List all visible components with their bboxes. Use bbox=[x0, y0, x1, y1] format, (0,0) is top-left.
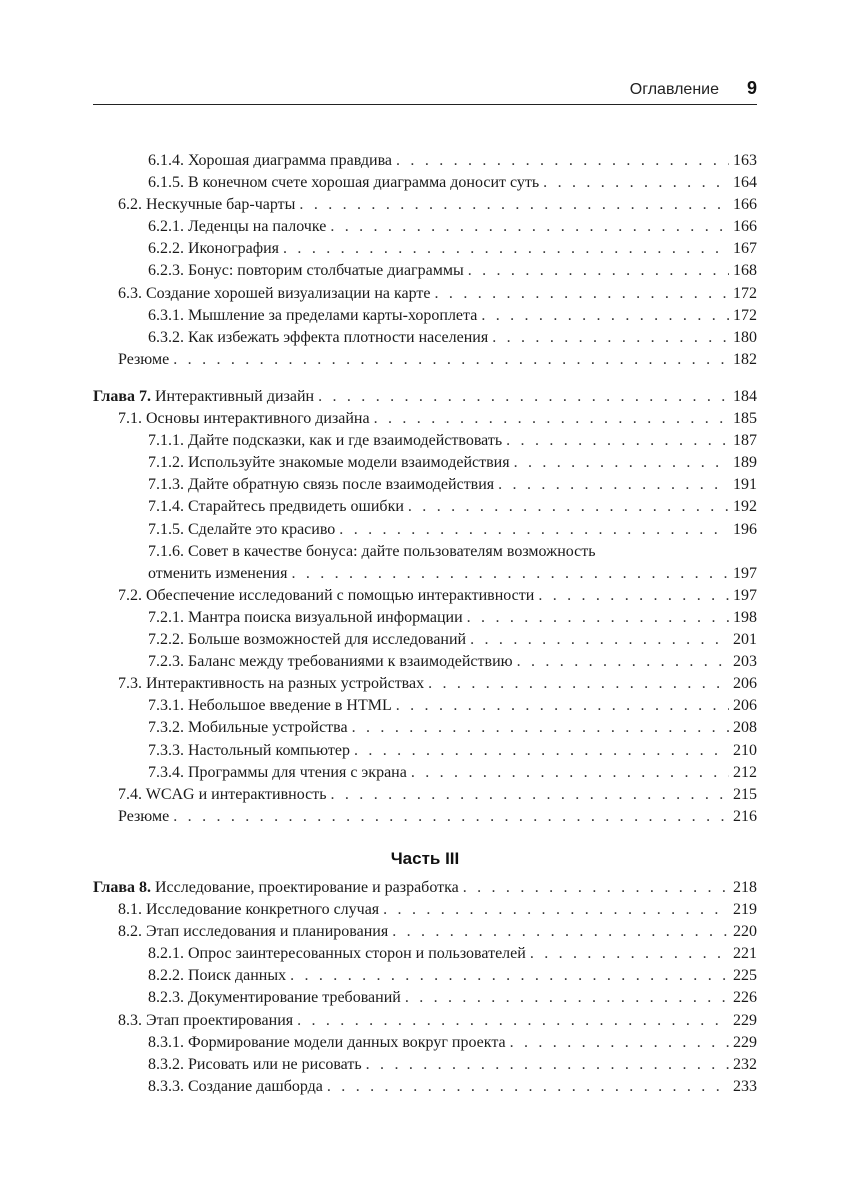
dot-leader bbox=[514, 452, 729, 474]
toc-page-number: 172 bbox=[733, 284, 757, 302]
toc-page-number: 185 bbox=[733, 410, 757, 428]
toc-entry[interactable] bbox=[93, 921, 757, 943]
toc-entry[interactable] bbox=[93, 349, 757, 371]
toc-page-number: 182 bbox=[733, 350, 757, 368]
dot-leader bbox=[538, 585, 729, 607]
toc-entry[interactable] bbox=[93, 965, 757, 987]
toc-entry[interactable] bbox=[93, 695, 757, 717]
toc-entry[interactable] bbox=[93, 408, 757, 430]
toc-entry[interactable] bbox=[93, 629, 757, 651]
dot-leader bbox=[405, 987, 729, 1009]
toc-entry-label: 7.1. Основы интерактивного дизайна bbox=[118, 410, 370, 428]
toc-entry-label: 6.2. Нескучные бар-чарты bbox=[118, 196, 296, 214]
toc-entry[interactable] bbox=[93, 651, 757, 673]
toc-page-number: 167 bbox=[733, 240, 757, 258]
toc-page-number: 197 bbox=[733, 586, 757, 604]
toc-page-number: 218 bbox=[733, 879, 757, 896]
part-title: Часть III bbox=[390, 849, 460, 868]
toc-entry[interactable] bbox=[93, 496, 757, 518]
toc-entry-label bbox=[93, 877, 459, 899]
toc-entry[interactable] bbox=[93, 899, 757, 921]
toc-page-number: 221 bbox=[733, 945, 757, 963]
toc-entry[interactable] bbox=[93, 1010, 757, 1032]
toc-entry[interactable] bbox=[93, 327, 757, 349]
toc-page-number: 219 bbox=[733, 901, 757, 919]
dot-leader bbox=[331, 784, 730, 806]
toc-entry[interactable] bbox=[93, 1032, 757, 1054]
toc-entry-label: 8.3.3. Создание дашборда bbox=[148, 1077, 323, 1095]
toc-entry-label: 7.3.4. Программы для чтения с экрана bbox=[148, 763, 407, 781]
toc-page-number: 166 bbox=[733, 218, 757, 236]
running-header bbox=[93, 78, 757, 105]
toc-entry[interactable] bbox=[93, 943, 757, 965]
toc-entry[interactable] bbox=[93, 563, 757, 585]
toc-entry[interactable] bbox=[93, 1076, 757, 1098]
toc-entry-label: 8.1. Исследование конкретного случая bbox=[118, 901, 380, 919]
page-number: 9 bbox=[746, 78, 757, 98]
toc-entry-label: 8.2.3. Документирование требований bbox=[148, 989, 401, 1007]
toc-entry-label: 6.1.5. В конечном счете хорошая диаграмма доносит суть bbox=[148, 174, 540, 192]
dot-leader bbox=[299, 194, 729, 216]
toc-page-number: 180 bbox=[733, 328, 757, 346]
dot-leader bbox=[339, 519, 729, 541]
toc-page-number: 215 bbox=[733, 785, 757, 803]
toc-entry-label: 6.3.1. Мышление за пределами карты-хороплета bbox=[148, 306, 478, 324]
toc-entry[interactable] bbox=[93, 806, 757, 828]
dot-leader bbox=[366, 1054, 729, 1076]
dot-leader bbox=[498, 474, 729, 496]
toc-entry[interactable] bbox=[93, 172, 757, 194]
toc-page-number: 212 bbox=[733, 763, 757, 781]
toc-entry-label: 6.3. Создание хорошей визуализации на карте bbox=[118, 284, 431, 302]
dot-leader bbox=[411, 762, 729, 784]
dot-leader bbox=[396, 150, 729, 172]
dot-leader bbox=[396, 695, 729, 717]
dot-leader bbox=[463, 877, 729, 899]
toc-entry-label: 7.2.2. Больше возможностей для исследований bbox=[148, 631, 467, 649]
toc-page-number: 187 bbox=[733, 432, 757, 450]
dot-leader bbox=[517, 651, 729, 673]
toc-page-number: 184 bbox=[733, 388, 757, 405]
toc-entry[interactable] bbox=[93, 1054, 757, 1076]
dot-leader bbox=[408, 496, 729, 518]
toc-entry[interactable] bbox=[93, 607, 757, 629]
toc-entry[interactable] bbox=[93, 987, 757, 1009]
toc-section-chapter-8 bbox=[93, 877, 757, 1098]
toc-entry[interactable] bbox=[93, 474, 757, 496]
toc-entry-label: 7.4. WCAG и интерактивность bbox=[118, 785, 327, 803]
toc-entry[interactable] bbox=[93, 283, 757, 305]
toc-entry[interactable] bbox=[93, 150, 757, 172]
toc-page-number: 203 bbox=[733, 653, 757, 671]
dot-leader bbox=[173, 806, 729, 828]
toc-entry-label: 8.2.2. Поиск данных bbox=[148, 967, 287, 985]
chapter-title: Исследование, проектирование и разработка bbox=[155, 879, 459, 896]
dot-leader bbox=[327, 1076, 729, 1098]
dot-leader bbox=[481, 305, 729, 327]
toc-page-number: 189 bbox=[733, 454, 757, 472]
toc-page-number: 229 bbox=[733, 1033, 757, 1051]
toc-page-number: 198 bbox=[733, 608, 757, 626]
toc-page-number: 220 bbox=[733, 923, 757, 941]
toc-page-number: 192 bbox=[733, 498, 757, 516]
toc-entry-label: 7.1.3. Дайте обратную связь после взаимодействия bbox=[148, 476, 495, 494]
toc-page-number: 164 bbox=[733, 174, 757, 192]
toc-entry[interactable] bbox=[93, 740, 757, 762]
toc-entry[interactable] bbox=[93, 386, 757, 408]
toc-entry-label: отменить изменения bbox=[148, 564, 288, 582]
toc-entry-label: Резюме bbox=[118, 807, 170, 825]
toc-entry-label: 7.1.2. Используйте знакомые модели взаимодействия bbox=[148, 454, 510, 472]
dot-leader bbox=[435, 283, 729, 305]
toc-entry-label: 6.2.3. Бонус: повторим столбчатые диаграммы bbox=[148, 262, 464, 280]
toc-page-number: 225 bbox=[733, 967, 757, 985]
toc-entry-label: 6.3.2. Как избежать эффекта плотности населения bbox=[148, 328, 489, 346]
toc-entry-label: 7.3.1. Небольшое введение в HTML bbox=[148, 697, 392, 715]
dot-leader bbox=[467, 607, 729, 629]
toc-page-number: 166 bbox=[733, 196, 757, 214]
toc-page-number: 197 bbox=[733, 564, 757, 582]
toc-entry[interactable] bbox=[93, 260, 757, 282]
toc-page-number: 163 bbox=[733, 152, 757, 169]
toc-entry[interactable] bbox=[93, 452, 757, 474]
toc-section-chapter-7 bbox=[93, 386, 757, 828]
chapter-title: Интерактивный дизайн bbox=[155, 388, 315, 405]
toc-entry-label: 8.3.2. Рисовать или не рисовать bbox=[148, 1055, 362, 1073]
toc-entry-label: 7.2.1. Мантра поиска визуальной информации bbox=[148, 608, 463, 626]
toc-entry[interactable] bbox=[93, 717, 757, 739]
dot-leader bbox=[173, 349, 729, 371]
toc-page-number: 226 bbox=[733, 989, 757, 1007]
toc-entry-label: 7.3. Интерактивность на разных устройствах bbox=[118, 675, 425, 693]
toc-entry[interactable] bbox=[93, 877, 757, 899]
toc-entry-label bbox=[93, 386, 314, 408]
toc-entry-label: 8.3.1. Формирование модели данных вокруг проекта bbox=[148, 1033, 506, 1051]
toc-page-number: 191 bbox=[733, 476, 757, 494]
toc-entry[interactable] bbox=[93, 519, 757, 541]
dot-leader bbox=[352, 717, 729, 739]
toc-entry[interactable] bbox=[93, 238, 757, 260]
dot-leader bbox=[543, 172, 729, 194]
toc-entry[interactable] bbox=[93, 194, 757, 216]
dot-leader bbox=[318, 386, 729, 408]
toc-entry-label: Резюме bbox=[118, 350, 170, 368]
dot-leader bbox=[492, 327, 729, 349]
toc-entry-label: 8.3. Этап проектирования bbox=[118, 1011, 294, 1029]
dot-leader bbox=[330, 216, 729, 238]
dot-leader bbox=[354, 740, 729, 762]
dot-leader bbox=[506, 430, 729, 452]
toc-entry[interactable] bbox=[93, 305, 757, 327]
chapter-prefix: Глава 7. bbox=[93, 388, 151, 405]
toc-entry[interactable] bbox=[93, 784, 757, 806]
dot-leader bbox=[470, 629, 729, 651]
toc-entry[interactable] bbox=[93, 430, 757, 452]
toc-entry-label: 7.2. Обеспечение исследований с помощью интерактивности bbox=[118, 586, 535, 604]
dot-leader bbox=[297, 1010, 729, 1032]
toc-entry-label: 7.1.4. Старайтесь предвидеть ошибки bbox=[148, 498, 404, 516]
toc-page-number: 201 bbox=[733, 631, 757, 649]
toc-entry-label: 6.1.4. Хорошая диаграмма правдива bbox=[148, 152, 393, 169]
dot-leader bbox=[383, 899, 729, 921]
toc-entry-label: 6.2.1. Леденцы на палочке bbox=[148, 218, 327, 236]
toc-page-number: 206 bbox=[733, 697, 757, 715]
toc-page-number: 168 bbox=[733, 262, 757, 280]
dot-leader bbox=[468, 260, 729, 282]
toc-entry-label: 7.3.3. Настольный компьютер bbox=[148, 741, 350, 759]
toc-page-number: 172 bbox=[733, 306, 757, 324]
toc-entry-label: 7.1.1. Дайте подсказки, как и где взаимодействовать bbox=[148, 432, 503, 450]
toc-page-number: 208 bbox=[733, 719, 757, 737]
toc-entry-label: 8.2.1. Опрос заинтересованных сторон и пользователей bbox=[148, 945, 526, 963]
toc-entry[interactable] bbox=[93, 585, 757, 607]
toc-entry-label: 7.3.2. Мобильные устройства bbox=[148, 719, 348, 737]
toc-entry-label-line: 7.1.6. Совет в качестве бонуса: дайте пользователям возможность bbox=[148, 542, 596, 560]
dot-leader bbox=[291, 563, 729, 585]
chapter-prefix: Глава 8. bbox=[93, 879, 151, 896]
dot-leader bbox=[530, 943, 729, 965]
dot-leader bbox=[374, 408, 729, 430]
toc-entry-label: 8.2. Этап исследования и планирования bbox=[118, 923, 389, 941]
toc-entry-label: 7.1.5. Сделайте это красиво bbox=[148, 520, 336, 538]
toc-page-number: 232 bbox=[733, 1055, 757, 1073]
dot-leader bbox=[290, 965, 729, 987]
dot-leader bbox=[392, 921, 729, 943]
toc-entry[interactable] bbox=[93, 673, 757, 695]
toc-entry-label: 7.2.3. Баланс между требованиями к взаимодействию bbox=[148, 653, 513, 671]
toc-page-number: 216 bbox=[733, 807, 757, 825]
toc-page-number: 196 bbox=[733, 520, 757, 538]
toc-entry[interactable] bbox=[93, 762, 757, 784]
dot-leader bbox=[510, 1032, 729, 1054]
toc-page-number: 206 bbox=[733, 675, 757, 693]
toc-page-number: 229 bbox=[733, 1011, 757, 1029]
toc-section-chapter-6 bbox=[93, 150, 757, 371]
dot-leader bbox=[428, 673, 729, 695]
header-title: Оглавление bbox=[629, 81, 719, 98]
toc-entry-label: 6.2.2. Иконография bbox=[148, 240, 280, 258]
dot-leader bbox=[283, 238, 729, 260]
toc-entry[interactable] bbox=[93, 216, 757, 238]
toc-page-number: 210 bbox=[733, 741, 757, 759]
toc-page-number: 233 bbox=[733, 1077, 757, 1095]
